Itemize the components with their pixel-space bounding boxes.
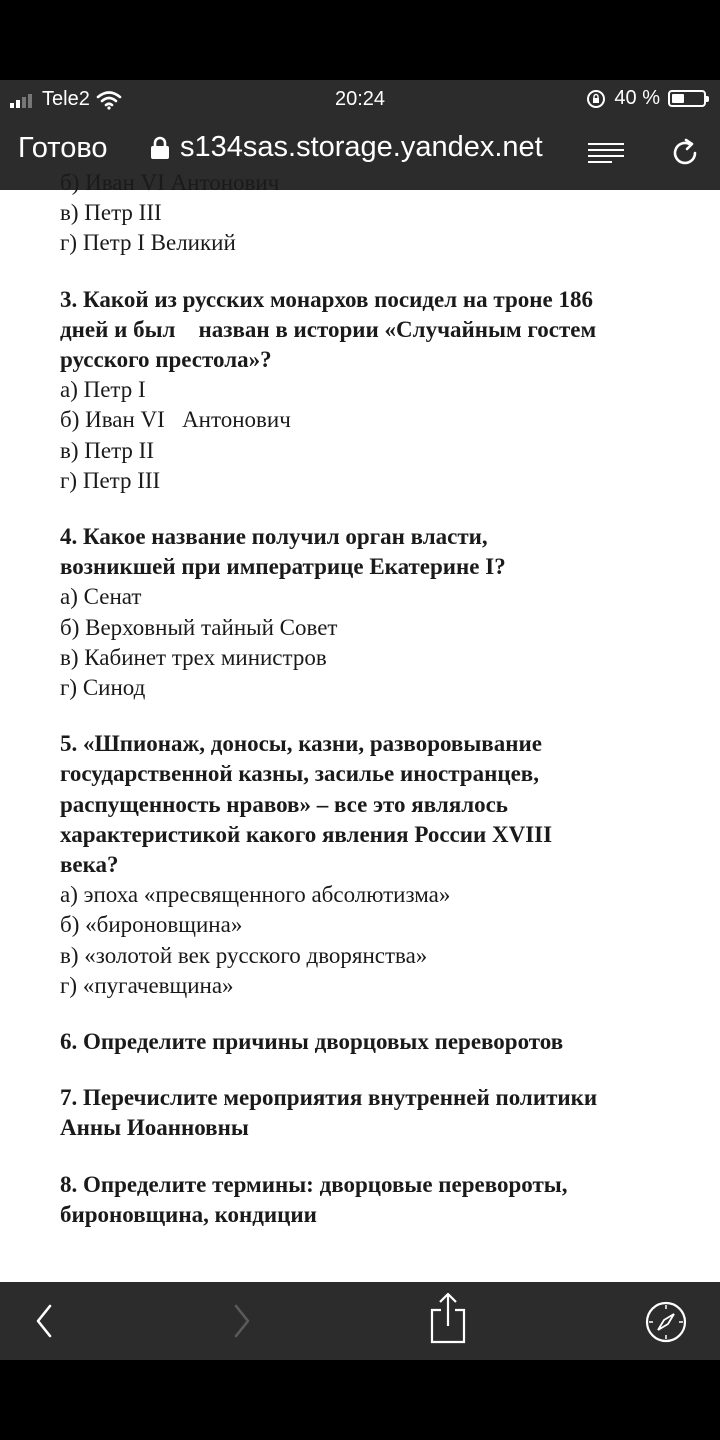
- rotation-lock-icon: [586, 89, 606, 109]
- battery-fill: [672, 94, 684, 103]
- answer-option: б) Иван VI Антонович: [60, 407, 291, 433]
- status-right: [586, 87, 706, 110]
- status-bar: [0, 80, 720, 118]
- question-line: бироновщина, кондиции: [60, 1201, 317, 1227]
- question-line: Анны Иоанновны: [60, 1115, 249, 1141]
- question-6: [60, 1027, 700, 1057]
- question-line: государственной казны, засилье иностранцев,: [60, 761, 539, 787]
- share-icon[interactable]: [428, 1292, 468, 1344]
- question-title: [60, 1083, 700, 1143]
- carrier-name: Tele2: [42, 88, 90, 110]
- question-line: характеристикой какого явления России XVIII: [60, 821, 553, 847]
- answer-option: г) Синод: [60, 675, 146, 701]
- compass-icon[interactable]: [644, 1300, 688, 1344]
- clock: 20:24: [334, 88, 386, 110]
- question-title: [60, 522, 700, 582]
- question-line: 3. Какой из русских монархов посидел на троне 186: [60, 286, 593, 312]
- address-bar[interactable]: [150, 131, 543, 164]
- answer-option: г) Петр I Великий: [60, 230, 236, 256]
- back-arrow-icon[interactable]: [30, 1296, 60, 1346]
- question-4: [60, 522, 700, 703]
- question-2-options-partial: [60, 168, 700, 259]
- question-line: 6. Определите причины дворцовых переворотов: [60, 1029, 564, 1055]
- question-title: [60, 729, 700, 880]
- question-title: [60, 285, 700, 376]
- question-line: 8. Определите термины: дворцовые перевороты,: [60, 1171, 568, 1197]
- answer-option: г) Петр III: [60, 467, 161, 493]
- answer-option: б) Иван VI Антонович: [60, 170, 280, 195]
- answer-option: б) Верховный тайный Совет: [60, 614, 338, 640]
- answer-option: а) эпоха «пресвященного абсолютизма»: [60, 882, 451, 908]
- question-7: [60, 1083, 700, 1143]
- question-8: [60, 1170, 700, 1230]
- question-title: [60, 1027, 700, 1057]
- reload-icon[interactable]: [668, 136, 702, 170]
- answer-option: а) Петр I: [60, 377, 146, 403]
- question-line: 7. Перечислите мероприятия внутренней политики: [60, 1085, 598, 1111]
- answer-option: в) Петр III: [60, 200, 162, 226]
- answer-option: в) «золотой век русского дворянства»: [60, 942, 428, 968]
- question-line: века?: [60, 852, 119, 878]
- answer-option: в) Петр II: [60, 437, 154, 463]
- answer-option: б) «бироновщина»: [60, 912, 243, 938]
- url-text: s134sas.storage.yandex.net: [180, 131, 543, 163]
- question-line: дней и был назван в истории «Случайным гостем: [60, 316, 597, 342]
- question-line: 5. «Шпионаж, доносы, казни, разворовывание: [60, 731, 542, 757]
- question-line: русского престола»?: [60, 347, 272, 373]
- reader-mode-icon[interactable]: [588, 142, 624, 164]
- answer-option: г) «пугачевщина»: [60, 972, 234, 998]
- question-line: 4. Какое название получил орган власти,: [60, 524, 488, 550]
- question-title: [60, 1170, 700, 1230]
- battery-icon: [668, 90, 706, 107]
- lock-icon: [150, 136, 170, 160]
- document-view[interactable]: [0, 170, 720, 1282]
- forward-arrow-icon: [226, 1296, 256, 1346]
- document-text: [60, 168, 700, 1256]
- answer-option: в) Кабинет трех министров: [60, 644, 327, 670]
- answer-option: а) Сенат: [60, 584, 142, 610]
- question-3: [60, 285, 700, 496]
- question-line: распущенность нравов» – все это являлось: [60, 791, 508, 817]
- question-line: возникшей при императрице Екатерине I?: [60, 554, 506, 580]
- done-button[interactable]: Готово: [18, 132, 108, 164]
- browser-toolbar: [0, 1282, 720, 1360]
- battery-percent: 40 %: [614, 87, 660, 109]
- question-5: [60, 729, 700, 1001]
